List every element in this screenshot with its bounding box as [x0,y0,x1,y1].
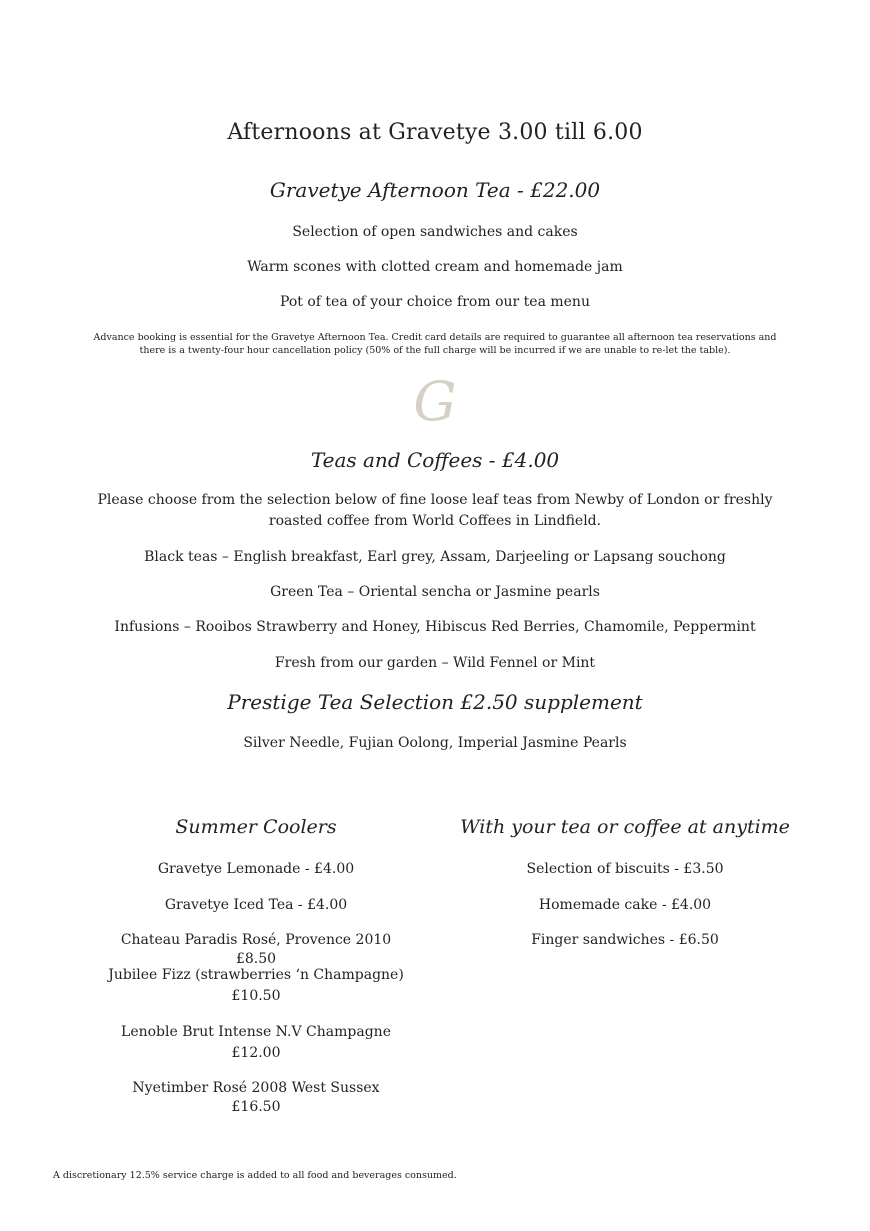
with-tea-heading: With your tea or coffee at anytime [460,816,790,838]
summer-coolers-heading: Summer Coolers [175,816,337,838]
cooler-item: Jubilee Fizz (strawberries ‘n Champagne) [108,967,404,983]
cooler-item: Nyetimber Rosé 2008 West Sussex [132,1080,380,1096]
tea-list-item: Infusions – Rooibos Strawberry and Honey, Hibiscus Red Berries, Chamomile, Peppermint [114,619,756,635]
tea-list-item: Green Tea – Oriental sencha or Jasmine pearls [270,584,600,600]
gravetye-monogram-icon: G [413,370,457,433]
prestige-heading: Prestige Tea Selection £2.50 supplement [227,690,643,714]
page-title: Afternoons at Gravetye 3.00 till 6.00 [227,120,643,145]
afternoon-tea-item: Warm scones with clotted cream and homemade jam [247,259,623,275]
cooler-item: Gravetye Iced Tea - £4.00 [164,897,348,913]
teas-coffees-heading: Teas and Coffees - £4.00 [310,448,560,472]
with-tea-item: Selection of biscuits - £3.50 [526,861,724,877]
service-charge-note: A discretionary 12.5% service charge is added to all food and beverages consumed. [53,1170,457,1181]
tea-list-item: Fresh from our garden – Wild Fennel or Mint [274,655,596,671]
afternoon-tea-heading: Gravetye Afternoon Tea - £22.00 [269,178,601,202]
cooler-price: £12.00 [231,1045,281,1061]
cooler-price: £10.50 [231,988,281,1004]
cooler-price: £16.50 [231,1099,281,1115]
afternoon-tea-item: Selection of open sandwiches and cakes [292,224,578,240]
booking-notice-line: there is a twenty-four hour cancellation policy (50% of the full charge will be incurred if we are unable to re-let the table). [139,345,731,356]
afternoon-tea-item: Pot of tea of your choice from our tea menu [280,294,590,310]
cooler-item: Lenoble Brut Intense N.V Champagne [121,1024,391,1040]
with-tea-item: Finger sandwiches - £6.50 [531,932,719,948]
tea-list-item: Black teas – English breakfast, Earl grey, Assam, Darjeeling or Lapsang souchong [144,549,726,565]
teas-intro-line: roasted coffee from World Coffees in Lindfield. [268,513,602,529]
cooler-item: Chateau Paradis Rosé, Provence 2010 £8.50 [120,932,392,967]
prestige-items: Silver Needle, Fujian Oolong, Imperial Jasmine Pearls [243,735,627,751]
with-tea-item: Homemade cake - £4.00 [538,897,712,913]
cooler-item: Gravetye Lemonade - £4.00 [157,861,355,877]
teas-intro-line: Please choose from the selection below of fine loose leaf teas from Newby of London or freshly [97,492,773,508]
booking-notice-line: Advance booking is essential for the Gravetye Afternoon Tea. Credit card details are required to guarantee all afternoon tea reservations and [93,332,777,343]
